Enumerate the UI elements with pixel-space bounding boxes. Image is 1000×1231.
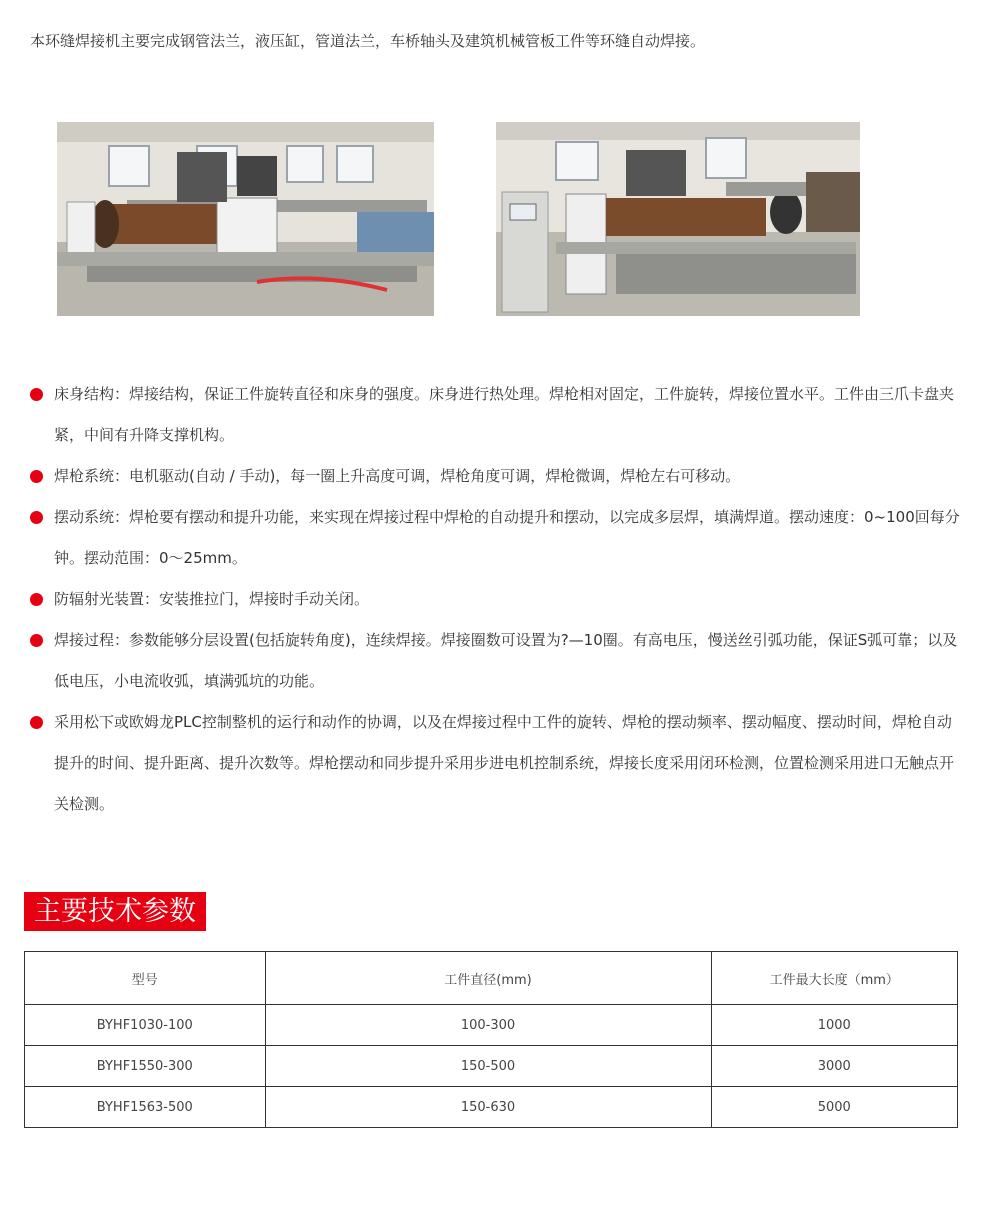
bullet-icon	[30, 593, 43, 606]
header-diameter: 工件直径(mm)	[265, 952, 711, 1005]
cell-max-length: 5000	[711, 1087, 958, 1128]
cell-max-length: 3000	[711, 1046, 958, 1087]
bullet-icon	[30, 634, 43, 647]
header-model: 型号	[25, 952, 266, 1005]
header-max-length: 工件最大长度（mm）	[711, 952, 958, 1005]
cell-model: BYHF1563-500	[25, 1087, 266, 1128]
cell-diameter: 150-500	[265, 1046, 711, 1087]
feature-item	[30, 579, 960, 620]
feature-item	[30, 620, 960, 702]
cell-max-length: 1000	[711, 1005, 958, 1046]
bullet-icon	[30, 388, 43, 401]
table-row	[25, 1005, 958, 1046]
cell-diameter: 150-630	[265, 1087, 711, 1128]
parameters-table	[24, 951, 958, 1128]
welding-machine-photo-1	[57, 122, 434, 316]
feature-text: 焊接过程：参数能够分层设置(包括旋转角度)，连续焊接。焊接圈数可设置为?—10圈。有高电压，慢送丝引弧功能，保证S弧可靠；以及低电压，小电流收弧，填满弧坑的功能。	[54, 631, 958, 690]
feature-item	[30, 374, 960, 456]
cell-model: BYHF1030-100	[25, 1005, 266, 1046]
table-row	[25, 1046, 958, 1087]
bullet-icon	[30, 511, 43, 524]
feature-text: 防辐射光装置：安装推拉门，焊接时手动关闭。	[54, 590, 370, 608]
table-header-row	[25, 952, 958, 1005]
welding-machine-photo-2	[496, 122, 860, 316]
feature-item	[30, 456, 960, 497]
feature-text: 摆动系统：焊枪要有摆动和提升功能，来实现在焊接过程中焊枪的自动提升和摆动，以完成多层焊，填满焊道。摆动速度：0~100回每分钟。摆动范围：0～25mm。	[54, 508, 960, 567]
feature-text: 床身结构：焊接结构，保证工件旋转直径和床身的强度。床身进行热处理。焊枪相对固定，工件旋转，焊接位置水平。工件由三爪卡盘夹紧，中间有升降支撑机构。	[54, 385, 955, 444]
feature-item	[30, 497, 960, 579]
feature-text: 焊枪系统：电机驱动(自动 / 手动)，每一圈上升高度可调，焊枪角度可调，焊枪微调，焊枪左右可移动。	[54, 467, 741, 485]
feature-list	[30, 374, 960, 825]
bullet-icon	[30, 470, 43, 483]
cell-diameter: 100-300	[265, 1005, 711, 1046]
intro-text: 本环缝焊接机主要完成钢管法兰，液压缸，管道法兰，车桥轴头及建筑机械管板工件等环缝自动焊接。	[30, 32, 706, 50]
feature-item	[30, 702, 960, 825]
bullet-icon	[30, 716, 43, 729]
cell-model: BYHF1550-300	[25, 1046, 266, 1087]
feature-text: 采用松下或欧姆龙PLC控制整机的运行和动作的协调，以及在焊接过程中工件的旋转、焊枪的摆动频率、摆动幅度、摆动时间，焊枪自动提升的时间、提升距离、提升次数等。焊枪摆动和同步提升采用步进电机控制系统，焊接长度采用闭环检测，位置检测采用进口无触点开关检测。	[54, 713, 955, 813]
section-title: 主要技术参数	[24, 892, 206, 931]
table-row	[25, 1087, 958, 1128]
